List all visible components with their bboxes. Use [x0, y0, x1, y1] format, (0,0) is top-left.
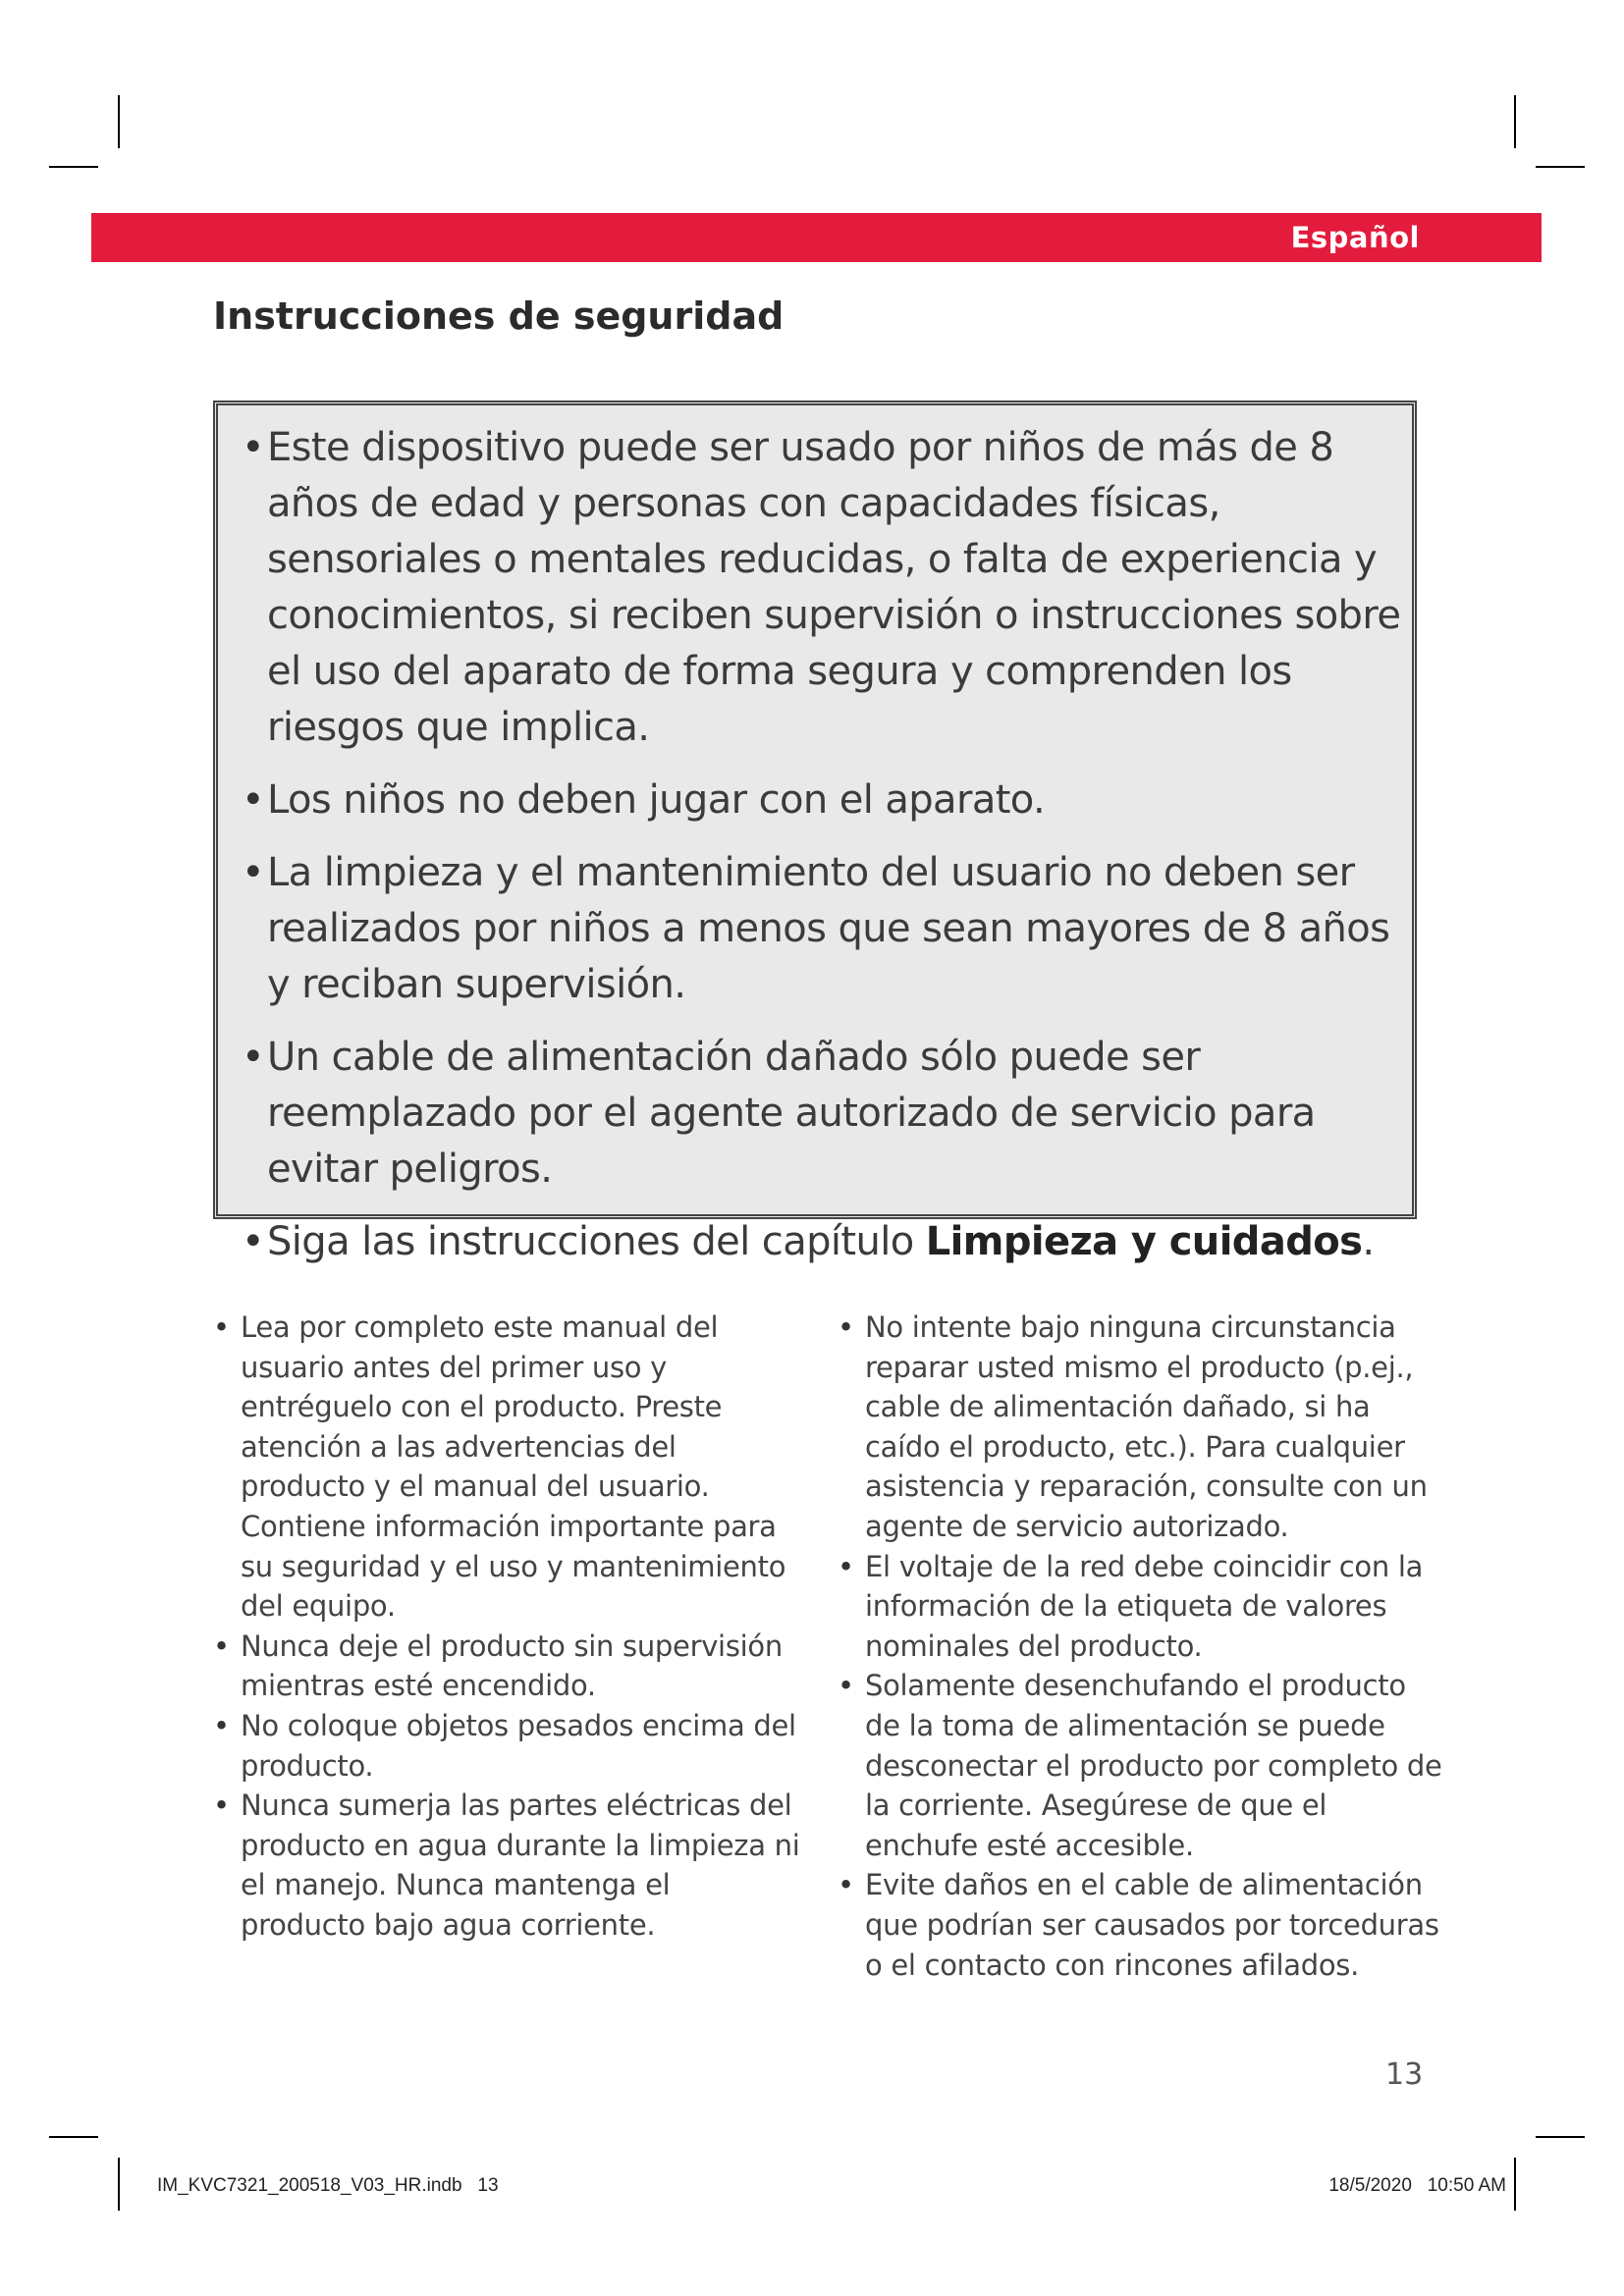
- list-item: • No coloque objetos pesados encima del producto.: [213, 1706, 802, 1786]
- warning-item: • Un cable de alimentación dañado sólo puede ser reemplazado por el agente autorizado de servicio para evitar peligros.: [244, 1030, 1402, 1198]
- warning-item-prefix: Siga las instrucciones del capítulo: [267, 1219, 926, 1264]
- list-item: • No intente bajo ninguna circunstancia reparar usted mismo el producto (p.ej., cable de alimentación dañado, si ha caído el producto, etc.). Para cualquier asistencia y reparación, consulte con un agente de servicio autorizado.: [838, 1308, 1446, 1547]
- left-bullet-list: [213, 1308, 802, 1946]
- page-title: Instrucciones de seguridad: [213, 294, 785, 338]
- print-timestamp: 18/5/2020 10:50 AM: [1328, 2175, 1506, 2196]
- right-bullet-list: [838, 1308, 1446, 1985]
- language-label: Español: [1290, 221, 1420, 254]
- left-column: [213, 1308, 802, 1946]
- list-item: • El voltaje de la red debe coincidir con la información de la etiqueta de valores nominales del producto.: [838, 1547, 1446, 1667]
- print-file-slug: IM_KVC7321_200518_V03_HR.indb 13: [157, 2175, 499, 2196]
- crop-mark: [118, 95, 120, 148]
- page-number: 13: [1385, 2057, 1424, 2092]
- list-item: • Nunca sumerja las partes eléctricas del producto en agua durante la limpieza ni el manejo. Nunca mantenga el producto bajo agua corriente.: [213, 1786, 802, 1945]
- crop-mark: [1536, 166, 1585, 168]
- crop-mark: [1514, 2158, 1516, 2211]
- warning-item: [244, 1214, 1402, 1270]
- crop-mark: [1514, 95, 1516, 148]
- crop-mark: [1536, 2136, 1585, 2138]
- warning-item: • Este dispositivo puede ser usado por niños de más de 8 años de edad y personas con capacidades físicas, sensoriales o mentales reducidas, o falta de experiencia y conocimientos, si reciben supervisión o instrucciones sobre el uso del aparato de forma segura y comprenden los riesgos que implica.: [244, 420, 1402, 756]
- right-column: [838, 1308, 1446, 1985]
- chapter-reference: Limpieza y cuidados: [925, 1219, 1363, 1264]
- list-item: • Evite daños en el cable de alimentación que podrían ser causados por torceduras o el contacto con rincones afilados.: [838, 1865, 1446, 1985]
- list-item: • Nunca deje el producto sin supervisión mientras esté encendido.: [213, 1627, 802, 1706]
- list-item: • Solamente desenchufando el producto de la toma de alimentación se puede desconectar el producto por completo de la corriente. Asegúrese de que el enchufe esté accesible.: [838, 1666, 1446, 1865]
- warning-item: • Los niños no deben jugar con el aparato.: [244, 773, 1402, 828]
- crop-mark: [49, 166, 98, 168]
- safety-warning-box: [213, 400, 1417, 1264]
- crop-mark: [49, 2136, 98, 2138]
- warning-item-suffix: .: [1362, 1219, 1375, 1264]
- crop-mark: [118, 2158, 120, 2211]
- list-item: • Lea por completo este manual del usuario antes del primer uso y entréguelo con el producto. Preste atención a las advertencias del producto y el manual del usuario. Contiene información importante para su seguridad y el uso y mantenimiento del equipo.: [213, 1308, 802, 1627]
- warning-list: [218, 405, 1412, 1270]
- warning-item: • La limpieza y el mantenimiento del usuario no deben ser realizados por niños a menos que sean mayores de 8 años y reciban supervisión.: [244, 845, 1402, 1013]
- language-banner: [91, 213, 1542, 262]
